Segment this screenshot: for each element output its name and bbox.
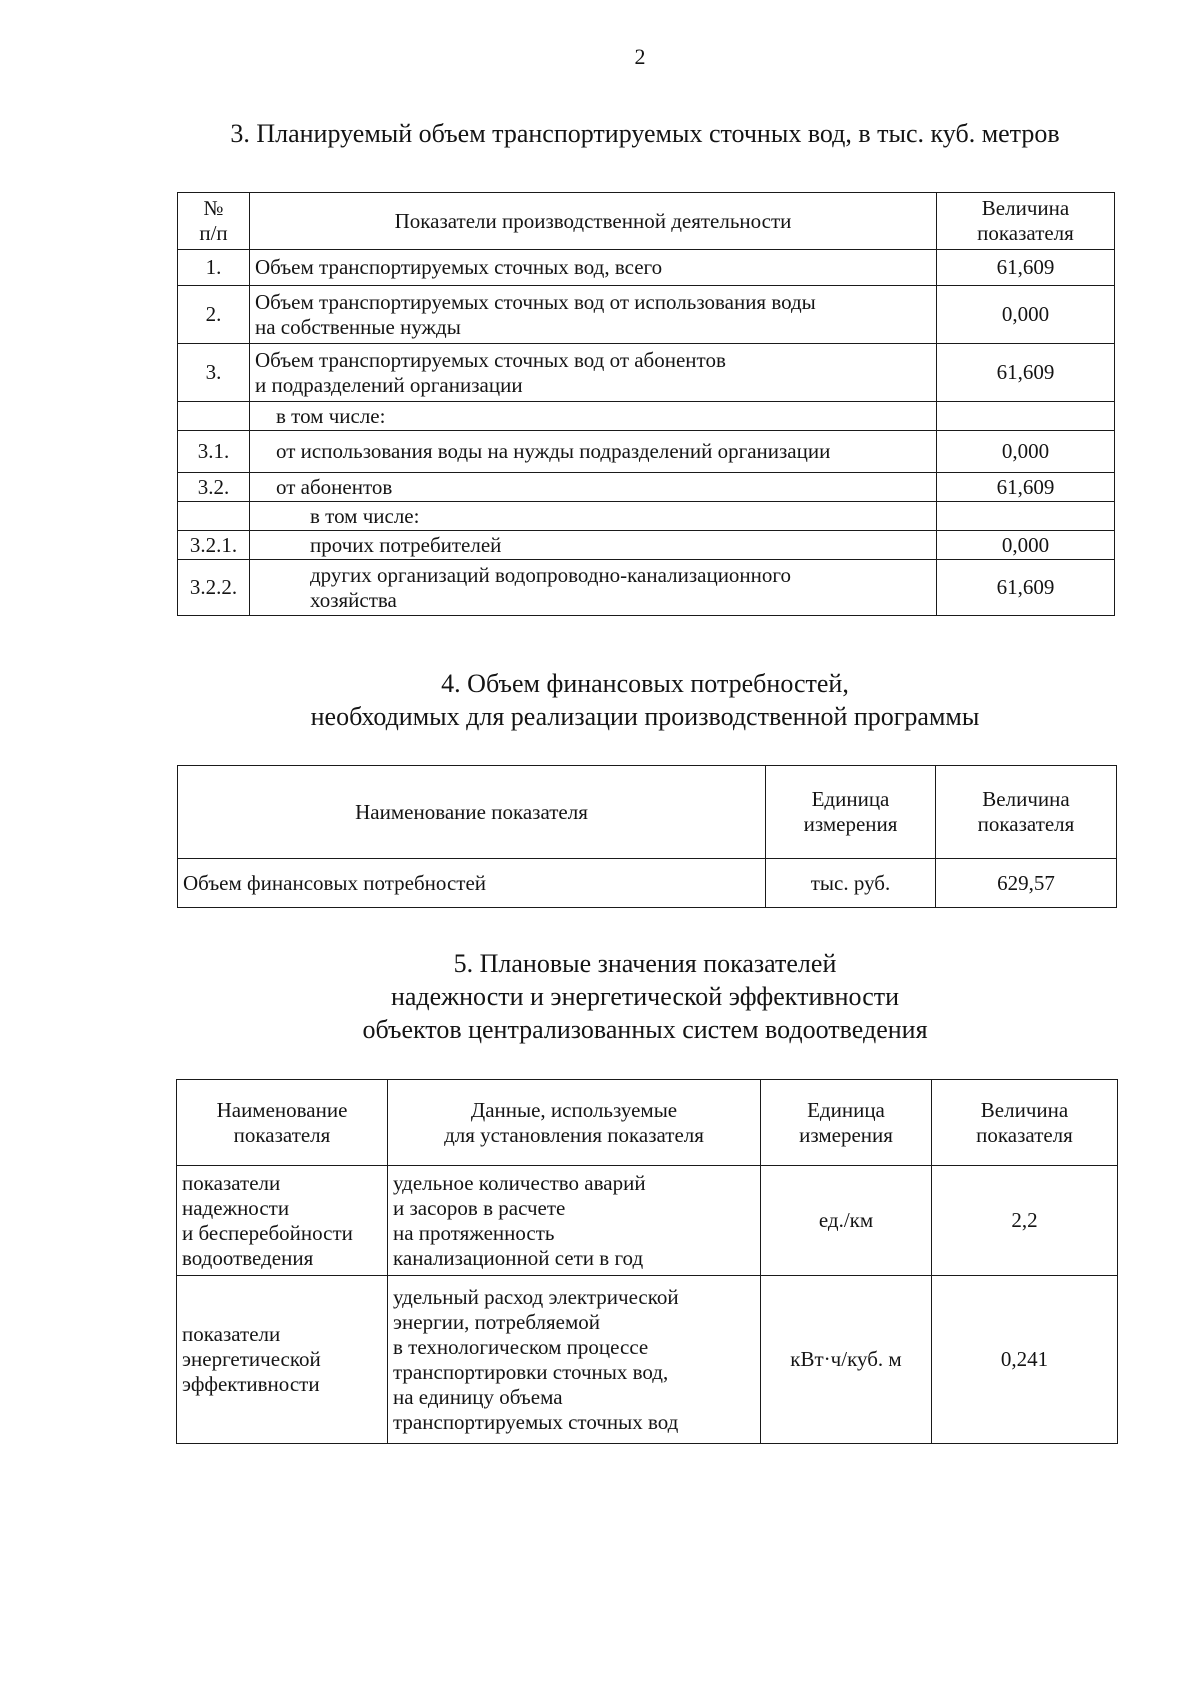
row-data-line: транспортировки сточных вод, (393, 1359, 669, 1384)
header-unit-line1: Единица (811, 787, 890, 811)
section-5-title-line3: объектов централизованных систем водоотведения (362, 1015, 928, 1044)
header-value (936, 766, 1117, 859)
wastewater-volume-table (177, 192, 1115, 616)
table-row (178, 473, 1115, 502)
row-name: Объем финансовых потребностей (178, 859, 766, 908)
row-indicator: в том числе: (250, 502, 937, 531)
row-data-line: удельный расход электрической (393, 1284, 679, 1309)
row-indicator-line: на собственные нужды (255, 314, 461, 339)
header-value-line1: Величина (982, 787, 1070, 811)
row-num: 3.2. (178, 473, 250, 502)
row-name (177, 1276, 388, 1444)
row-data-line: транспортируемых сточных вод (393, 1409, 679, 1434)
row-name-line: водоотведения (182, 1245, 314, 1270)
row-data (388, 1166, 761, 1276)
table-header-row (178, 766, 1117, 859)
financial-needs-table (177, 765, 1117, 908)
row-data-line: энергии, потребляемой (393, 1309, 601, 1334)
row-value: 0,000 (937, 431, 1115, 473)
row-unit: ед./км (761, 1166, 932, 1276)
header-num-line1: № (203, 196, 224, 220)
header-unit (766, 766, 936, 859)
row-name-line: надежности (182, 1195, 290, 1220)
section-4-title (0, 667, 1200, 733)
table-row (178, 531, 1115, 560)
section-4-title-line1: 4. Объем финансовых потребностей, (441, 669, 849, 698)
row-value: 61,609 (937, 560, 1115, 616)
row-indicator (250, 286, 937, 344)
table-row (178, 402, 1115, 431)
row-value: 0,241 (932, 1276, 1118, 1444)
row-num (178, 502, 250, 531)
table-header-row (178, 193, 1115, 250)
row-indicator-line: Объем транспортируемых сточных вод от абонентов (255, 347, 726, 372)
header-num (178, 193, 250, 250)
section-5-title-line1: 5. Плановые значения показателей (453, 949, 837, 978)
row-data (388, 1276, 761, 1444)
table-row (178, 286, 1115, 344)
row-data-line: в технологическом процессе (393, 1334, 649, 1359)
reliability-efficiency-table (176, 1079, 1118, 1444)
header-unit (761, 1080, 932, 1166)
table-row (177, 1166, 1118, 1276)
row-unit: кВт·ч/куб. м (761, 1276, 932, 1444)
header-name-line1: Наименование (216, 1097, 348, 1122)
row-data-line: на единицу объема (393, 1384, 563, 1409)
table-row (178, 431, 1115, 473)
header-value (932, 1080, 1118, 1166)
header-unit-line2: измерения (799, 1122, 893, 1147)
table-row (177, 1276, 1118, 1444)
row-name-line: показатели (182, 1322, 281, 1346)
section-4-title-line2: необходимых для реализации производственной программы (310, 702, 980, 731)
row-indicator: от использования воды на нужды подразделений организации (250, 431, 937, 473)
row-num: 1. (178, 250, 250, 286)
row-value: 629,57 (936, 859, 1117, 908)
header-name-line2: показателя (233, 1122, 331, 1147)
header-value-line1: Величина (981, 196, 1070, 220)
row-indicator: в том числе: (250, 402, 937, 431)
header-value (937, 193, 1115, 250)
row-data-line: канализационной сети в год (393, 1245, 644, 1270)
section-5-title-line2: надежности и энергетической эффективности (390, 982, 900, 1011)
row-num: 3.2.2. (178, 560, 250, 616)
header-name (177, 1080, 388, 1166)
header-unit-line2: измерения (803, 812, 898, 836)
row-num: 3. (178, 344, 250, 402)
page-number: 2 (634, 44, 646, 69)
row-name-line: показатели (182, 1170, 281, 1195)
row-value: 2,2 (932, 1166, 1118, 1276)
header-indicator: Показатели производственной деятельности (250, 193, 937, 250)
row-value: 0,000 (937, 531, 1115, 560)
table-row (178, 250, 1115, 286)
row-unit: тыс. руб. (766, 859, 936, 908)
row-data-line: удельное количество аварий (393, 1170, 646, 1195)
header-value-line2: показателя (977, 812, 1075, 836)
row-name-line: энергетической (182, 1347, 321, 1371)
row-indicator: Объем транспортируемых сточных вод, всего (250, 250, 937, 286)
row-indicator-line: Объем транспортируемых сточных вод от использования воды (255, 289, 816, 314)
row-indicator: прочих потребителей (250, 531, 937, 560)
row-indicator-line: и подразделений организации (255, 372, 523, 397)
table-row (178, 859, 1117, 908)
row-indicator-line: других организаций водопроводно-канализационного (310, 562, 792, 587)
row-name-line: эффективности (182, 1372, 320, 1396)
section-5-title (0, 947, 1200, 1046)
header-data (388, 1080, 761, 1166)
section-3-title-text: 3. Планируемый объем транспортируемых сточных вод, в тыс. куб. метров (230, 119, 1060, 148)
row-value (937, 502, 1115, 531)
row-indicator (250, 344, 937, 402)
row-value: 61,609 (937, 473, 1115, 502)
row-value: 61,609 (937, 344, 1115, 402)
header-data-line2: для установления показателя (444, 1122, 704, 1147)
row-indicator (250, 560, 937, 616)
section-3-title (0, 117, 1200, 150)
row-num: 3.2.1. (178, 531, 250, 560)
table-header-row (177, 1080, 1118, 1166)
row-value (937, 402, 1115, 431)
row-indicator: от абонентов (250, 473, 937, 502)
table-row (178, 344, 1115, 402)
row-name (177, 1166, 388, 1276)
row-num: 3.1. (178, 431, 250, 473)
row-data-line: и засоров в расчете (393, 1195, 566, 1220)
header-value-line1: Величина (980, 1097, 1069, 1122)
header-name: Наименование показателя (178, 766, 766, 859)
header-data-line1: Данные, используемые (470, 1097, 678, 1122)
row-num (178, 402, 250, 431)
row-indicator-line: хозяйства (310, 587, 397, 612)
header-num-line2: п/п (199, 221, 228, 245)
row-value: 0,000 (937, 286, 1115, 344)
row-num: 2. (178, 286, 250, 344)
header-value-line2: показателя (976, 1122, 1073, 1147)
header-unit-line1: Единица (807, 1097, 885, 1122)
header-value-line2: показателя (977, 221, 1074, 245)
row-value: 61,609 (937, 250, 1115, 286)
table-row (178, 560, 1115, 616)
row-data-line: на протяженность (393, 1220, 555, 1245)
row-name-line: и бесперебойности (182, 1220, 353, 1245)
table-row (178, 502, 1115, 531)
